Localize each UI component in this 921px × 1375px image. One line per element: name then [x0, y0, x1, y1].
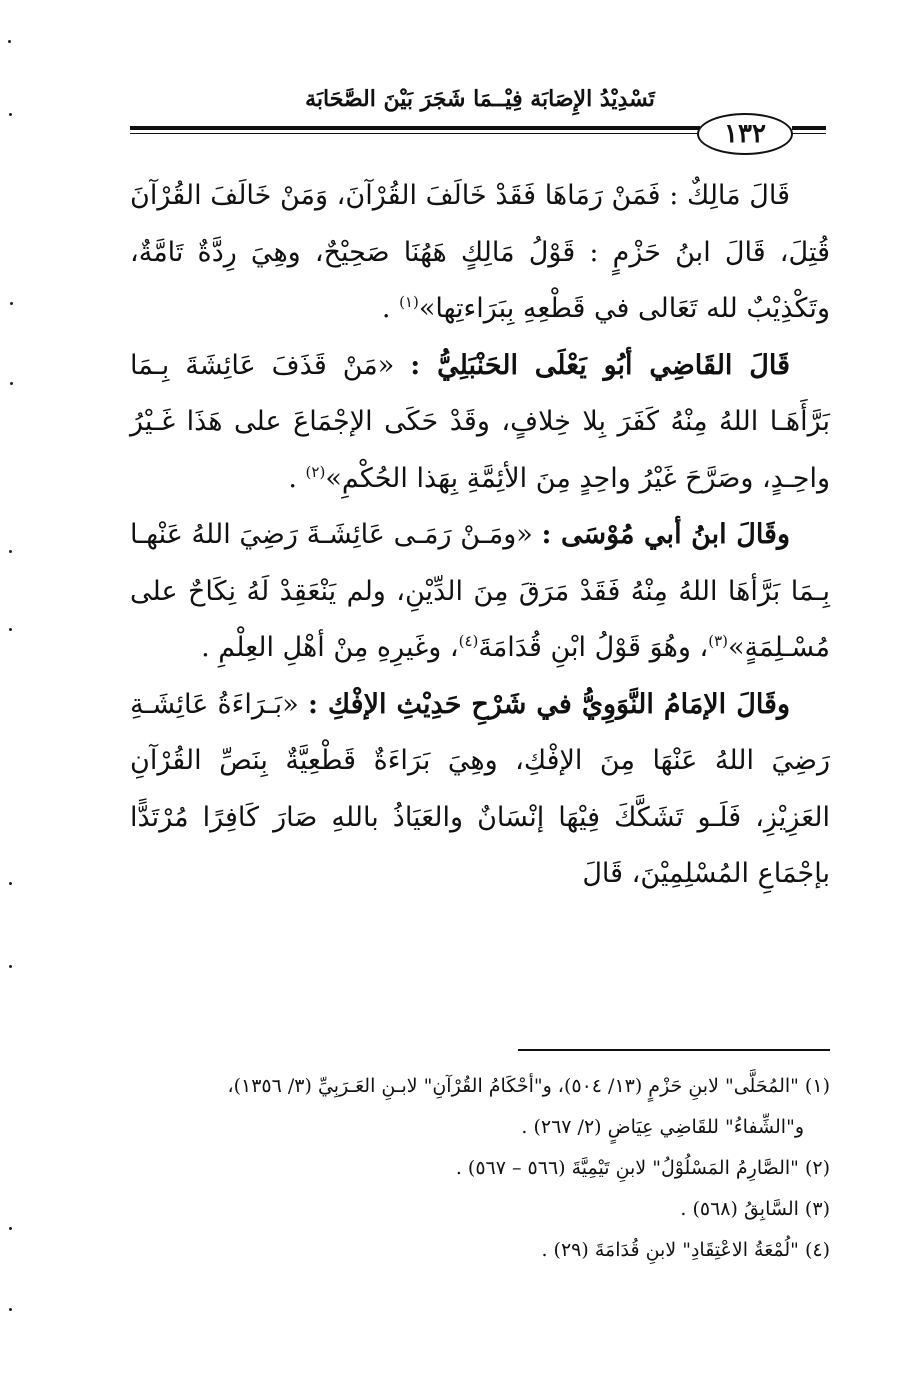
footnote-ref: (١)	[399, 293, 419, 311]
scan-speck	[10, 302, 13, 305]
footnotes	[128, 1066, 830, 1271]
running-header-title: تَسْدِيْدُ الإِصَابَة فِيْــمَا شَجَرَ بَيْنَ الصَّحَابَة	[305, 86, 655, 112]
scan-speck	[9, 1308, 12, 1311]
quote-text: «ومَـنْ رَمَـى عَائِشَـةَ رَضِيَ اللهُ عَنْهـا بِـمَا بَرَّأهَا اللهُ مِنْهُ فَقَدْ مَرَقَ مِنَ الدِّيْنِ، ولم يَنْعَقِدْ لَهُ نِكَاحٌ على مُسْـلِمَةٍ»	[130, 519, 830, 663]
footnote-ref: (٤)	[458, 632, 479, 650]
paragraph-tail: ، وهُوَ قَوْلُ ابْنِ قُدَامَةَ	[478, 632, 709, 663]
footnote-1: (١) "المُحَلَّى" لابنِ حَزْمٍ (١٣/ ٥٠٤)، و"أحْكَامُ القُرْآنِ" لابـنِ العَـرَبِيِّ (٣/ ١٣٥٦)،	[227, 1075, 830, 1097]
header-rule-thin-right	[792, 133, 826, 134]
quote-text: «بَـرَاءَةُ عَائِشَـةِ رَضِيَ اللهُ عَنْهَا مِنَ الإفْكِ، وهِيَ بَرَاءَةٌ قَطْعِيَّةٌ بِنَصِّ القُرْآنِ العَزِيْزِ، فَلَـو تَشَكَّكَ فِيْهَا إنْسَانٌ والعَيَاذُ باللهِ صَارَ كَافِرًا مُرْتَدًّا بإجْمَاعِ المُسْلِمِيْنَ، قَالَ	[130, 688, 830, 889]
footnote-ref: (٢)	[305, 462, 326, 481]
footnote-4: (٤) "لُمْعَةُ الاعْتِقَادِ" لابنِ قُدَامَةَ (٢٩) .	[541, 1239, 830, 1261]
header-rule-thick	[130, 126, 700, 130]
scan-speck	[9, 965, 12, 968]
scan-speck	[9, 1227, 12, 1230]
speaker-name: وقَالَ الإمَامُ النَّوَوِيُّ في شَرْحِ حَدِيْثِ الإفْكِ :	[307, 688, 790, 720]
scan-speck	[9, 550, 12, 553]
scan-speck	[10, 382, 13, 385]
quote-text: «مَنْ قَذَفَ عَائِشَةَ بِـمَا بَرَّأَهَـا اللهُ مِنْهُ كَفَرَ بِلا خِلافٍ، وقَدْ حَكَى الإجْمَاعَ على هَذَا غَـيْرُ واحِـدٍ، وصَرَّحَ غَيْرُ واحِدٍ مِنَ الأئِمَّةِ بِهَذا الحُكْمِ»	[130, 349, 830, 494]
paragraph-tail: ، وغَيرِهِ مِنْ أهْلِ العِلْمِ .	[201, 632, 459, 663]
speaker-name: قَالَ القَاضِي أبُو يَعْلَى الحَنْبَلِيُّ :	[410, 349, 790, 381]
header-rule-thick-right	[792, 126, 826, 130]
page-number: ١٣٢	[697, 113, 793, 155]
footnote-3: (٣) السَّابِقُ (٥٦٨) .	[680, 1198, 830, 1220]
main-text	[130, 168, 830, 903]
paragraph-line: قَالَ مَالِكٌ : فَمَنْ رَمَاهَا فَقَدْ خَالَفَ القُرْآنَ، وَمَنْ خَالَفَ القُرْآنَ	[130, 180, 790, 211]
scan-speck	[9, 882, 12, 885]
speaker-name: وقَالَ ابنُ أبي مُوْسَى :	[541, 519, 790, 550]
scan-speck	[9, 628, 12, 631]
paragraph-line: وتَكْذِيْبٌ لله تَعَالى في قَطْعِهِ بِبَرَاءتِها»	[418, 293, 830, 324]
paragraph-abu-yala: قَالَ القَاضِي أبُو يَعْلَى الحَنْبَلِيُّ : «مَنْ قَذَفَ عَائِشَةَ بِـمَا بَرَّأَهَـا اللهُ مِنْهُ كَفَرَ بِلا خِلافٍ، وقَدْ حَكَى الإجْمَاعَ على هَذَا غَـيْرُ واحِـدٍ، وصَرَّحَ غَيْرُ واحِدٍ مِنَ الأئِمَّةِ بِهَذا الحُكْمِ»$^{(٢)}$ .	[130, 349, 830, 494]
paragraph-ibn-abi-musa	[130, 507, 830, 677]
footnote-ref: (٣)	[708, 632, 728, 650]
footnote-1-continued: و"الشِّفاءُ" للقَاضِي عِيَاضٍ (٢/ ٢٦٧) .	[521, 1116, 804, 1138]
scan-speck	[8, 40, 11, 43]
footnote-separator	[518, 1049, 830, 1051]
paragraph-malik: قَالَ مَالِكٌ : فَمَنْ رَمَاهَا فَقَدْ خَالَفَ القُرْآنَ، وَمَنْ خَالَفَ القُرْآنَ قُتِلَ، قَالَ ابنُ حَزْمٍ : قَوْلُ مَالِكٍ هَهُنَا صَحِيْحٌ، وهِيَ رِدَّةٌ تَامَّةٌ، وتَكْذِيْبٌ لله تَعَالى في قَطْعِهِ بِبَرَاءتِها»$^{(١)}$ .	[130, 180, 830, 324]
paragraph-line: قُتِلَ، قَالَ ابنُ حَزْمٍ : قَوْلُ مَالِكٍ هَهُنَا صَحِيْحٌ، وهِيَ رِدَّةٌ تَامَّةٌ،	[130, 236, 830, 268]
paragraph-nawawi	[130, 677, 830, 903]
header-rule-thin	[130, 133, 700, 134]
footnote-2: (٢) "الصَّارِمُ المَسْلُوْلُ" لابنِ تَيْمِيَّةَ (٥٦٦ – ٥٦٧) .	[455, 1157, 830, 1179]
scan-speck	[9, 113, 12, 116]
